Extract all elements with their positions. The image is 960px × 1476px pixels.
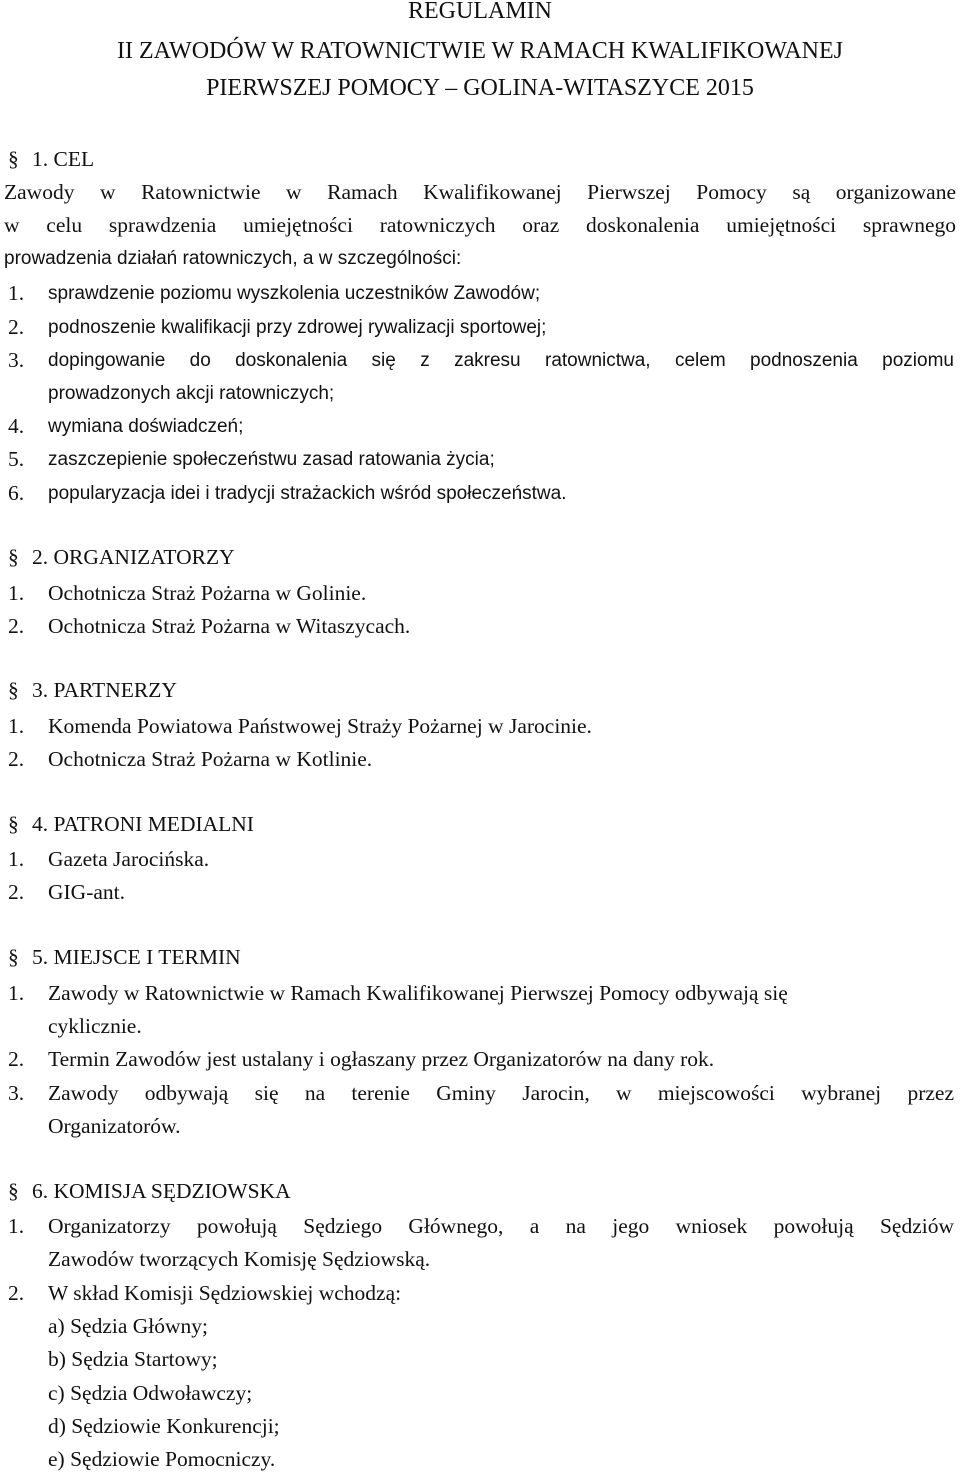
section-heading-text: 2. ORGANIZATORZY	[32, 545, 235, 569]
list-number: 2.	[8, 747, 25, 771]
section-sign: §	[8, 147, 19, 171]
section-heading-text: 5. MIEJSCE I TERMIN	[32, 945, 241, 969]
list-text: Ochotnicza Straż Pożarna w Kotlinie.	[48, 747, 373, 771]
section-heading-organizatorzy	[8, 541, 235, 574]
list-text: Organizatorzy powołują Sędziego Głównego, a na jego wniosek powołują Sędziów	[48, 1214, 954, 1238]
list-text: Gazeta Jarocińska.	[48, 847, 210, 871]
list-text: Zawody odbywają się na terenie Gminy Jarocin, w miejscowości wybranej przez	[48, 1081, 954, 1105]
section-sign: §	[8, 945, 19, 969]
section-heading-komisja	[8, 1175, 291, 1208]
sub-list-item: a) Sędzia Główny;	[48, 1314, 209, 1338]
list-number: 2.	[8, 614, 25, 638]
section-heading-miejsce	[8, 941, 241, 974]
list-text: GIG-ant.	[48, 880, 126, 904]
list-text: wymiana doświadczeń;	[48, 416, 244, 437]
sub-list-item: c) Sędzia Odwoławczy;	[48, 1381, 253, 1405]
list-number: 1.	[8, 581, 25, 605]
list-number: 2.	[8, 1047, 25, 1071]
list-text: Ochotnicza Straż Pożarna w Witaszycach.	[48, 614, 411, 638]
section-sign: §	[8, 812, 19, 836]
cel-intro-line-3: prowadzenia działań ratowniczych, a w szczególności:	[4, 248, 462, 269]
document-subtitle-line-2: PIERWSZEJ POMOCY – GOLINA-WITASZYCE 2015	[206, 75, 754, 101]
list-number: 1.	[8, 981, 25, 1005]
section-heading-text: 3. PARTNERZY	[32, 678, 177, 702]
sub-list-item: e) Sędziowie Pomocniczy.	[48, 1447, 276, 1471]
list-text: cyklicznie.	[48, 1014, 142, 1038]
section-sign: §	[8, 545, 19, 569]
list-text: Organizatorów.	[48, 1114, 181, 1138]
section-heading-patroni	[8, 808, 254, 841]
list-text: dopingowanie do doskonalenia się z zakresu ratownictwa, celem podnoszenia poziomu	[48, 350, 954, 371]
list-number: 1.	[8, 1214, 25, 1238]
section-heading-text: 6. KOMISJA SĘDZIOWSKA	[32, 1179, 291, 1203]
list-number: 1.	[8, 281, 25, 305]
list-text: podnoszenie kwalifikacji przy zdrowej rywalizacji sportowej;	[48, 317, 547, 338]
list-text: Komenda Powiatowa Państwowej Straży Pożarnej w Jarocinie.	[48, 714, 592, 738]
list-number: 5.	[8, 447, 25, 471]
list-number: 2.	[8, 880, 25, 904]
document-subtitle-line-1: II ZAWODÓW W RATOWNICTWIE W RAMACH KWALIFIKOWANEJ	[117, 38, 843, 64]
list-number: 1.	[8, 847, 25, 871]
list-text: Zawody w Ratownictwie w Ramach Kwalifikowanej Pierwszej Pomocy odbywają się	[48, 981, 788, 1005]
list-number: 1.	[8, 714, 25, 738]
list-text: W skład Komisji Sędziowskiej wchodzą:	[48, 1281, 402, 1305]
list-number: 3.	[8, 348, 25, 372]
section-sign: §	[8, 678, 19, 702]
list-number: 6.	[8, 481, 25, 505]
section-heading-cel	[8, 143, 94, 176]
section-heading-text: 1. CEL	[32, 147, 95, 171]
list-text: popularyzacja idei i tradycji strażackich wśród społeczeństwa.	[48, 483, 567, 504]
list-text: zaszczepienie społeczeństwu zasad ratowania życia;	[48, 449, 495, 470]
document-title: REGULAMIN	[408, 0, 552, 24]
list-number: 2.	[8, 1281, 25, 1305]
list-number: 3.	[8, 1081, 25, 1105]
section-sign: §	[8, 1179, 19, 1203]
list-number: 4.	[8, 414, 25, 438]
sub-list-item: b) Sędzia Startowy;	[48, 1347, 218, 1371]
list-text: Termin Zawodów jest ustalany i ogłaszany przez Organizatorów na dany rok.	[48, 1047, 715, 1071]
section-heading-partnerzy	[8, 674, 177, 707]
list-text: prowadzonych akcji ratowniczych;	[48, 383, 335, 404]
list-text: sprawdzenie poziomu wyszkolenia uczestników Zawodów;	[48, 283, 541, 304]
cel-intro-line-2: w celu sprawdzenia umiejętności ratowniczych oraz doskonalenia umiejętności sprawnego	[4, 213, 956, 237]
list-text: Ochotnicza Straż Pożarna w Golinie.	[48, 581, 367, 605]
section-heading-text: 4. PATRONI MEDIALNI	[32, 812, 254, 836]
cel-intro-line-1: Zawody w Ratownictwie w Ramach Kwalifikowanej Pierwszej Pomocy są organizowane	[4, 180, 956, 204]
sub-list-item: d) Sędziowie Konkurencji;	[48, 1414, 280, 1438]
list-text: Zawodów tworzących Komisję Sędziowską.	[48, 1247, 431, 1271]
list-number: 2.	[8, 315, 25, 339]
